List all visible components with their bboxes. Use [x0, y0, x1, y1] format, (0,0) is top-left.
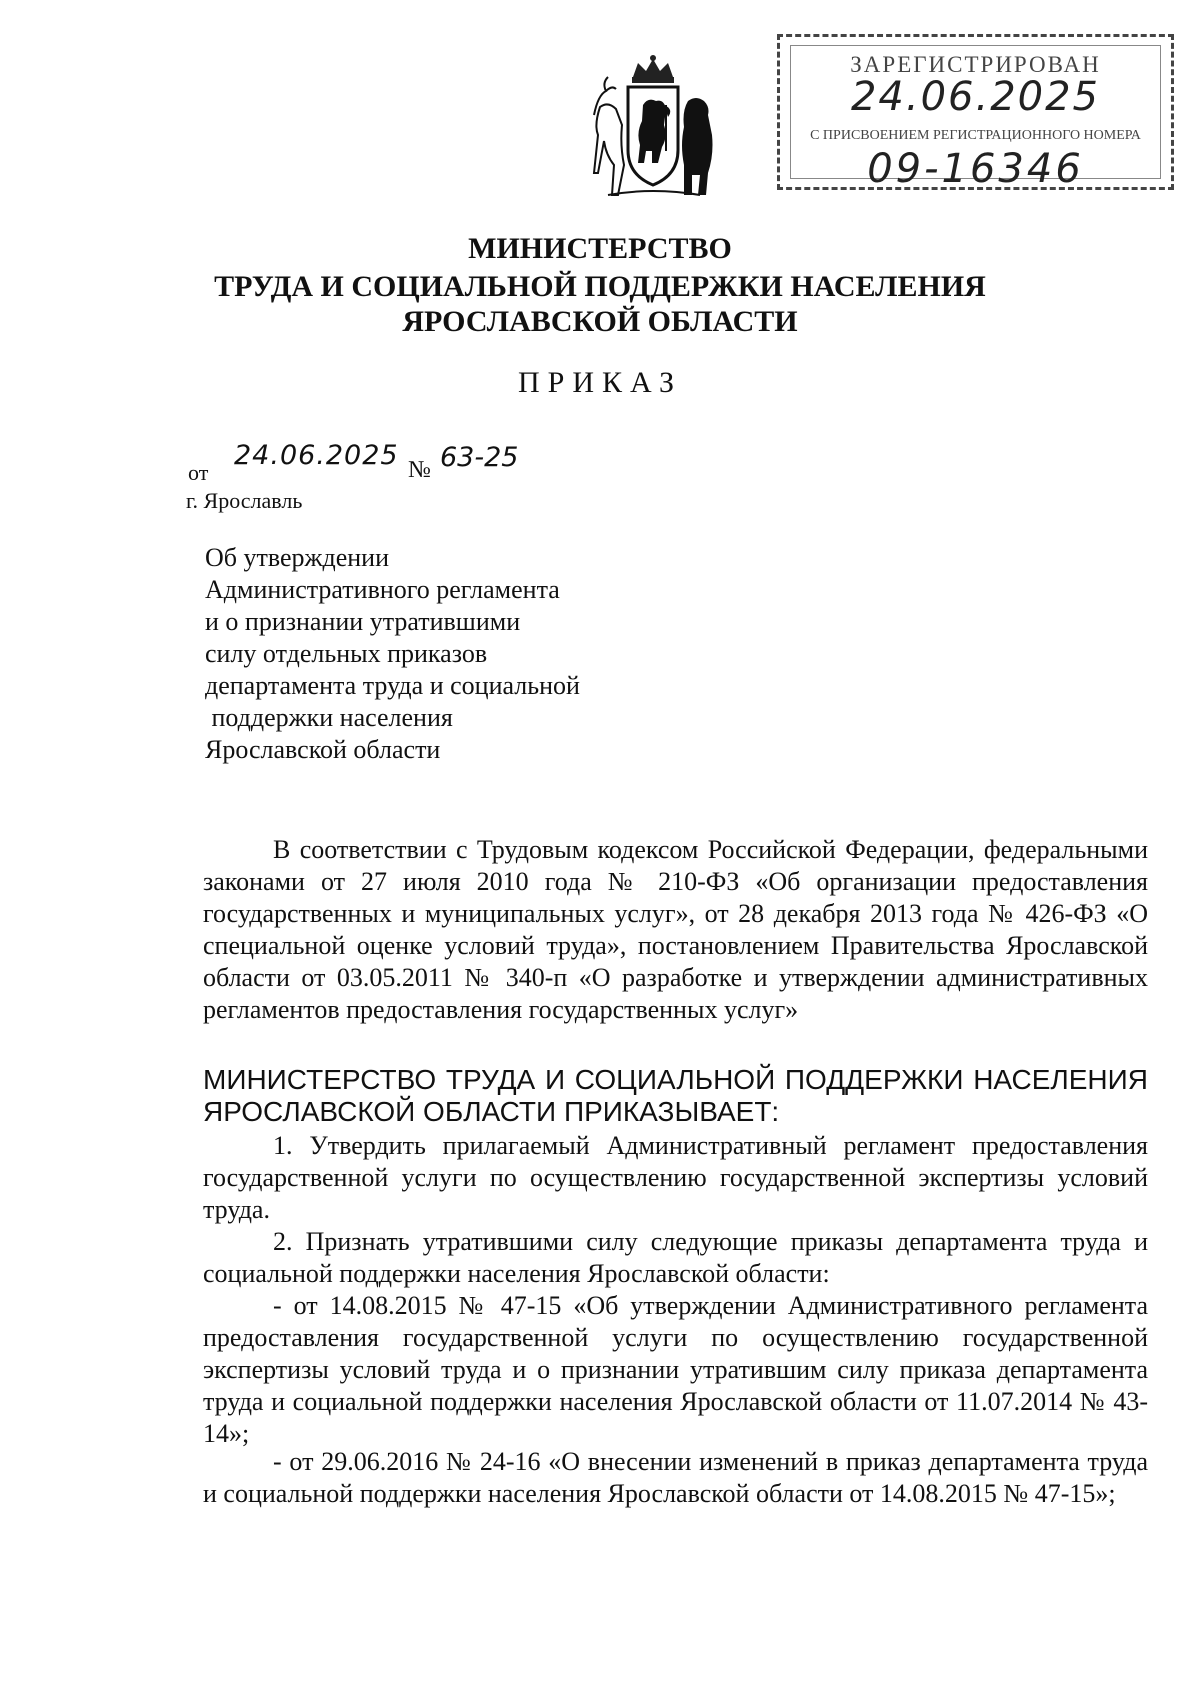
subject-line: поддержки населения	[205, 703, 453, 732]
item-2b-paragraph: - от 29.06.2016 № 24-16 «О внесении изменений в приказ департамента труда и социальной поддержки населения Ярославской области от 14.08.2015 № 47-15»;	[203, 1447, 1148, 1508]
stamp-registration-number: 09-16346	[867, 146, 1084, 192]
number-label: №	[408, 457, 431, 483]
stamp-title: ЗАРЕГИСТРИРОВАН	[850, 52, 1101, 77]
city: г. Ярославль	[186, 488, 303, 513]
ministry-header-line2: ТРУДА И СОЦИАЛЬНОЙ ПОДДЕРЖКИ НАСЕЛЕНИЯ	[214, 270, 986, 303]
stamp-subtitle: С ПРИСВОЕНИЕМ РЕГИСТРАЦИОННОГО НОМЕРА	[810, 128, 1141, 143]
order-number: 63-25	[440, 442, 519, 473]
stamp-frame	[790, 45, 1161, 192]
subject-line: Об утверждении	[205, 543, 390, 572]
order-subject	[205, 542, 725, 766]
item-1-paragraph: 1. Утвердить прилагаемый Административный регламент предоставления государственной услуги по осуществлению государственной экспертизы условий труда.	[203, 1131, 1148, 1224]
registration-stamp	[777, 34, 1174, 190]
stamp-date: 24.06.2025	[850, 74, 1101, 120]
subject-line: и о признании утратившими	[205, 607, 521, 636]
subject-line: департамента труда и социальной	[205, 671, 580, 700]
item-2a-paragraph: - от 14.08.2015 № 47-15 «Об утверждении Административного регламента предоставления государственной услуги по осуществлению государственной экспертизы условий труда и о признании утратившим силу приказа департамента труда и социальной поддержки населения Ярославской области от 11.07.2014 № 43-14»;	[203, 1291, 1148, 1448]
ministry-header-line3: ЯРОСЛАВСКОЙ ОБЛАСТИ	[402, 305, 798, 338]
item-2-paragraph: 2. Признать утратившими силу следующие приказы департамента труда и социальной поддержки населения Ярославской области:	[203, 1227, 1148, 1288]
preamble-paragraph: В соответствии с Трудовым кодексом Российской Федерации, федеральными законами от 27 июля 2010 года № 210-ФЗ «Об организации предоставления государственных и муниципальных услуг», от 28 декабря 2013 года № 426-ФЗ «О специальной оценке условий труда», постановлением Правительства Ярославской области от 03.05.2011 № 340-п «О разработке и утверждении административных регламентов предоставления государственных услуг»	[203, 835, 1148, 1024]
document-type-title: ПРИКАЗ	[518, 366, 682, 399]
ministry-header-line1: МИНИСТЕРСТВО	[468, 232, 732, 265]
subject-line: силу отдельных приказов	[205, 639, 488, 668]
ministry-orders-statement: МИНИСТЕРСТВО ТРУДА И СОЦИАЛЬНОЙ ПОДДЕРЖКИ НАСЕЛЕНИЯ ЯРОСЛАВСКОЙ ОБЛАСТИ ПРИКАЗЫВАЕТ:	[203, 1064, 1148, 1127]
order-date: 24.06.2025	[234, 440, 399, 471]
subject-line: Административного регламента	[205, 575, 560, 604]
date-label: от	[188, 460, 209, 485]
coat-of-arms-emblem	[588, 55, 718, 205]
subject-line: Ярославской области	[205, 735, 441, 764]
